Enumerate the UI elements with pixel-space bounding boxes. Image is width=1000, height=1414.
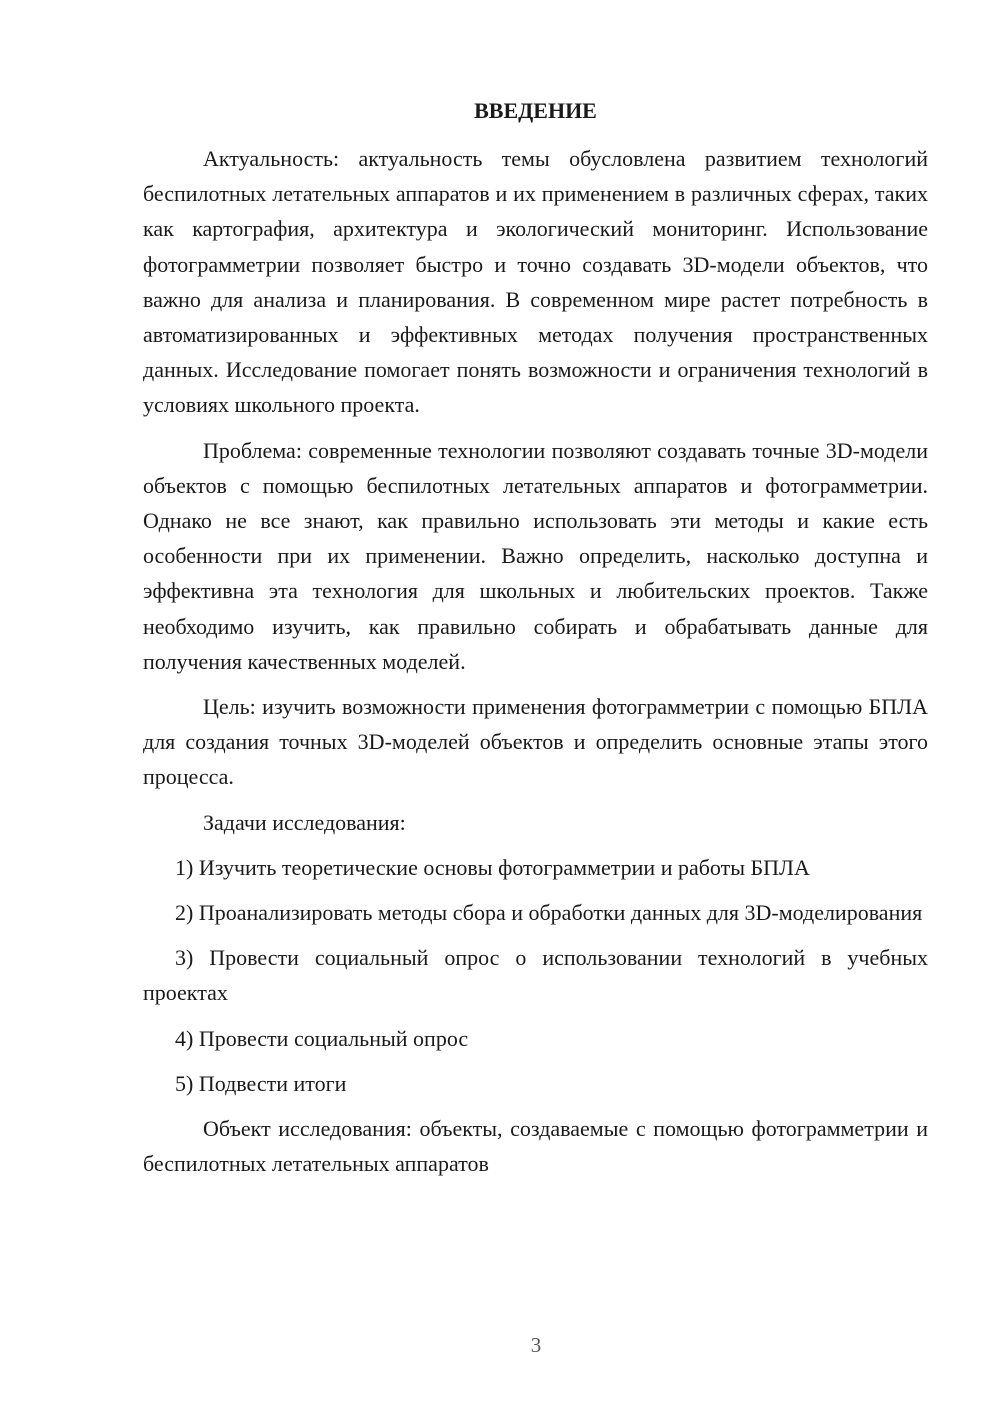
tasks-title: Задачи исследования: <box>203 809 406 835</box>
object-paragraph: Объект исследования: объекты, создаваемые с помощью фотограмметрии и беспилотных летательных аппаратов <box>143 1116 928 1177</box>
problem-paragraph: Проблема: современные технологии позволяют создавать точные 3D-модели объектов с помощью беспилотных летательных аппаратов и фотограмметрии. Однако не все знают, как правильно использовать эти методы и какие есть особенности при их применении. Важно определить, насколько доступна и эффективна эта технология для школьных и любительских проектов. Также необходимо изучить, как правильно собирать и обрабатывать данные для получения качественных моделей. <box>143 437 928 674</box>
task-item-3: 3) Провести социальный опрос о использовании технологий в учебных проектах <box>143 945 928 1006</box>
task-item-1: 1) Изучить теоретические основы фотограмметрии и работы БПЛА <box>175 854 810 880</box>
goal-paragraph: Цель: изучить возможности применения фотограмметрии с помощью БПЛА для создания точных 3D-моделей объектов и определить основные этапы этого процесса. <box>143 694 928 790</box>
section-heading: ВВЕДЕНИЕ <box>474 98 597 123</box>
task-item-2: 2) Проанализировать методы сбора и обработки данных для 3D-моделирования <box>175 900 923 926</box>
task-item-4: 4) Провести социальный опрос <box>175 1025 469 1051</box>
document-page <box>143 96 928 1191</box>
task-item-5: 5) Подвести итоги <box>175 1070 347 1096</box>
relevance-paragraph: Актуальность: актуальность темы обусловлена развитием технологий беспилотных летательных аппаратов и их применением в различных сферах, таких как картография, архитектура и экологический мониторинг. Использование фотограмметрии позволяет быстро и точно создавать 3D-модели объектов, что важно для анализа и планирования. В современном мире растет потребность в автоматизированных и эффективных методах получения пространственных данных. Исследование помогает понять возможности и ограничения технологий в условиях школьного проекта. <box>143 146 928 418</box>
page-number: 3 <box>530 1333 542 1357</box>
